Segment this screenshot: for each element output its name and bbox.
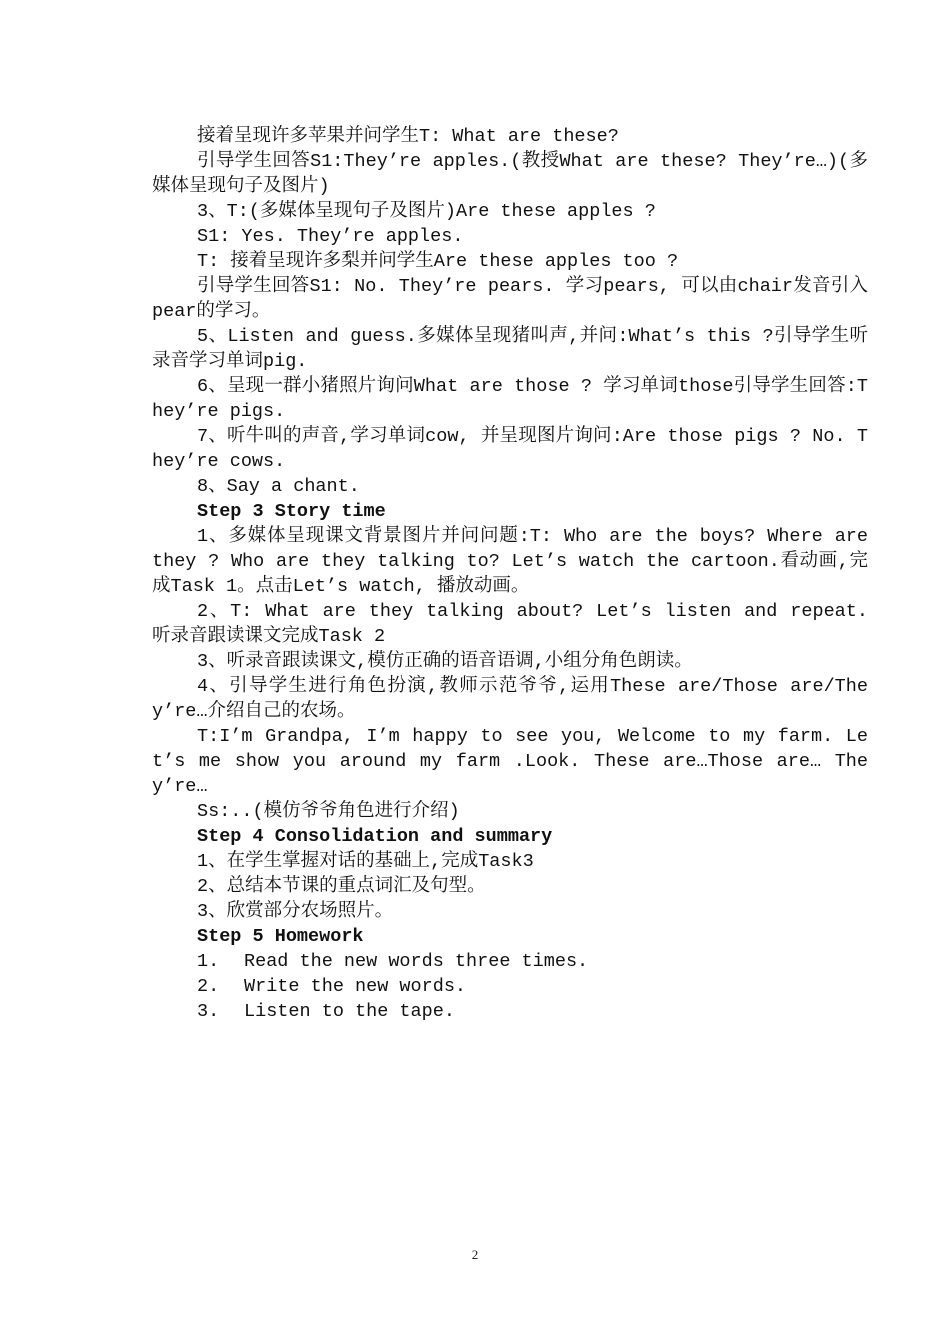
paragraph: 1、多媒体呈现课文背景图片并问问题:T: Who are the boys? Where are they ? Who are they talking to? Let’s watch the cartoon.看动画,完成Task 1。点击Let’s watch, 播放动画。 xyxy=(152,526,868,597)
list-text: Write the new words. xyxy=(244,976,467,997)
paragraph: 引导学生回答S1: No. They’re pears. 学习pears, 可以由chair发音引入pear的学习。 xyxy=(152,276,868,322)
paragraph: 4、引导学生进行角色扮演,教师示范爷爷,运用These are/Those are/They’re…介绍自己的农场。 xyxy=(152,676,868,722)
paragraph: 3、欣赏部分农场照片。 xyxy=(197,901,394,922)
paragraph: T: 接着呈现许多梨并问学生Are these apples too ? xyxy=(197,251,679,272)
paragraph: 8、Say a chant. xyxy=(197,476,360,497)
step5-heading: Step 5 Homework xyxy=(197,926,364,947)
paragraph: 3、听录音跟读课文,模仿正确的语音语调,小组分角色朗读。 xyxy=(197,651,693,672)
paragraph: 5、Listen and guess.多媒体呈现猪叫声,并问:What’s this ?引导学生听录音学习单词pig. xyxy=(152,326,868,372)
paragraph: 引导学生回答S1:They’re apples.(教授What are these? They’re…)(多媒体呈现句子及图片) xyxy=(152,151,868,197)
list-text: Listen to the tape. xyxy=(244,1001,455,1022)
paragraph: T:I’m Grandpa, I’m happy to see you, Welcome to my farm. Let’s me show you around my farm .Look. These are…Those are… They’re… xyxy=(152,726,868,797)
paragraph: 3、T:(多媒体呈现句子及图片)Are these apples ? xyxy=(197,201,656,222)
paragraph: 接着呈现许多苹果并问学生T: What are these? xyxy=(197,126,619,147)
paragraph: 6、呈现一群小猪照片询问What are those ? 学习单词those引导学生回答:They’re pigs. xyxy=(152,376,868,422)
paragraph: 2、总结本节课的重点词汇及句型。 xyxy=(197,876,486,897)
paragraph: S1: Yes. They’re apples. xyxy=(197,226,464,247)
paragraph: 7、听牛叫的声音,学习单词cow, 并呈现图片询问:Are those pigs ? No. They’re cows. xyxy=(152,426,868,472)
page-number: 2 xyxy=(471,1247,479,1262)
paragraph: Ss:..(模仿爷爷角色进行介绍) xyxy=(197,801,460,822)
paragraph: 1、在学生掌握对话的基础上,完成Task3 xyxy=(197,851,534,872)
homework-item xyxy=(152,974,868,999)
list-text: Read the new words three times. xyxy=(244,951,589,972)
list-number: 2. xyxy=(197,976,220,997)
homework-item xyxy=(152,949,868,974)
homework-item xyxy=(152,999,868,1024)
lesson-plan-body xyxy=(152,124,868,1024)
step3-heading: Step 3 Story time xyxy=(197,501,386,522)
list-number: 3. xyxy=(197,1001,220,1022)
list-number: 1. xyxy=(197,951,220,972)
step4-heading: Step 4 Consolidation and summary xyxy=(197,826,553,847)
paragraph: 2、T: What are they talking about? Let’s listen and repeat. 听录音跟读课文完成Task 2 xyxy=(152,601,868,647)
